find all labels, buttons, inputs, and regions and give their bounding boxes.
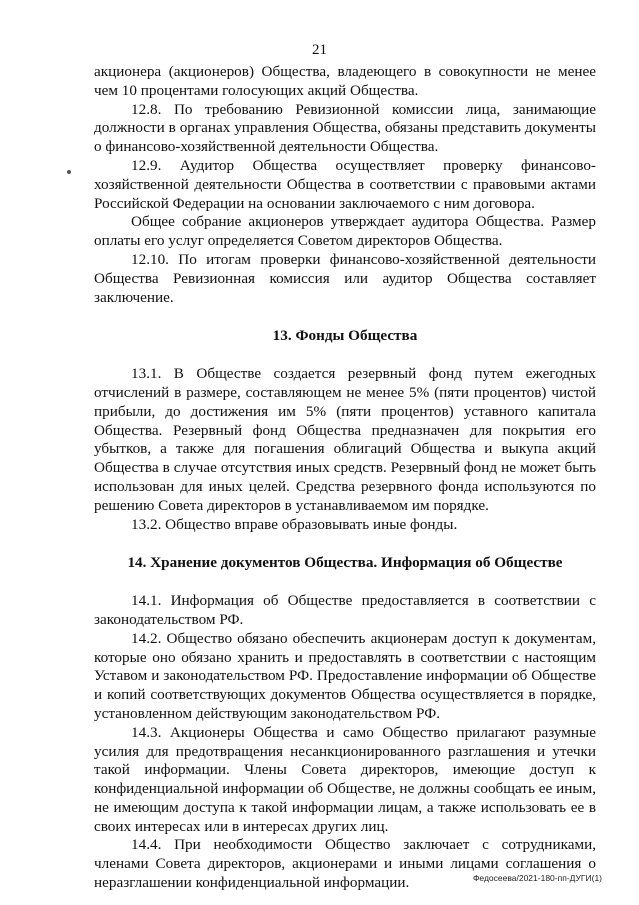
spacer xyxy=(94,534,596,554)
paragraph-14-1: 14.1. Информация об Обществе предоставляется в соответствии с законодательством РФ. xyxy=(94,592,596,628)
document-footer-code: Федосеева/2021-180-пп-ДУГИ(1) xyxy=(472,873,602,883)
paragraph-13-1: 13.1. В Обществе создается резервный фонд путем ежегодных отчислений в размере, составляющем не менее 5% (пяти процентов) чистой прибыли, до достижения им 5% (пяти процентов) уставного капитала Общества. Резервный фонд Общества предназначен для покрытия его убытков, а также для погашения облигаций Общества и выкупа акций Общества в случае отсутствия иных средств. Резервный фонд не может быть использован для иных целей. Средства резервного фонда используются по решению Совета директоров в устанавливаемом им порядке. xyxy=(94,365,596,514)
paragraph-12-10: 12.10. По итогам проверки финансово-хозяйственной деятельности Общества Ревизионная комиссия или аудитор Общества составляет заключение. xyxy=(94,250,596,306)
spacer xyxy=(94,307,596,327)
paragraph-13-2: 13.2. Общество вправе образовывать иные фонды. xyxy=(131,515,458,533)
spacer xyxy=(94,573,596,592)
scan-mark xyxy=(67,170,71,174)
document-body xyxy=(94,63,596,893)
section-13-heading: 13. Фонды Общества xyxy=(272,327,418,345)
paragraph-14-3: 14.3. Акционеры Общества и само Общество прилагают разумные усилия для предотвращения несанкционированного разглашения и утечки такой информации. Члены Совета директоров, имеющие доступ к конфиденциальной информации об Обществе, не должны сообщать ее иным, не имеющим доступа к такой информации лицам, а также использовать ее в своих интересах или в интересах других лиц. xyxy=(94,723,596,835)
paragraph-14-2: 14.2. Общество обязано обеспечить акционерам доступ к документам, которые оно обязано хранить и предоставлять в соответствии с настоящим Уставом и законодательством РФ. Предоставление информации об Обществе и копий соответствующих документов Общества осуществляется в порядке, установленном действующим законодательством РФ. xyxy=(94,629,596,722)
section-14-heading: 14. Хранение документов Общества. Информация об Обществе xyxy=(127,554,563,572)
paragraph-continuation: акционера (акционеров) Общества, владеющего в совокупности не менее чем 10 процентами голосующих акций Общества. xyxy=(94,63,596,99)
paragraph-12-9: 12.9. Аудитор Общества осуществляет проверку финансово-хозяйственной деятельности Общества в соответствии с правовыми актами Российской Федерации на основании заключаемого с ним договора. xyxy=(94,156,596,212)
paragraph-auditor-approval: Общее собрание акционеров утверждает аудитора Общества. Размер оплаты его услуг определяется Советом директоров Общества. xyxy=(94,213,596,250)
spacer xyxy=(94,346,596,365)
paragraph-12-8: 12.8. По требованию Ревизионной комиссии лица, занимающие должности в органах управления Общества, обязаны представить документы о финансово-хозяйственной деятельности Общества. xyxy=(94,100,596,156)
paragraph-14-4: 14.4. При необходимости Общество заключает с сотрудниками, членами Совета директоров, акционерами и иными лицами соглашения о неразглашении конфиденциальной информации. xyxy=(94,836,596,892)
page-number: 21 xyxy=(312,42,327,58)
